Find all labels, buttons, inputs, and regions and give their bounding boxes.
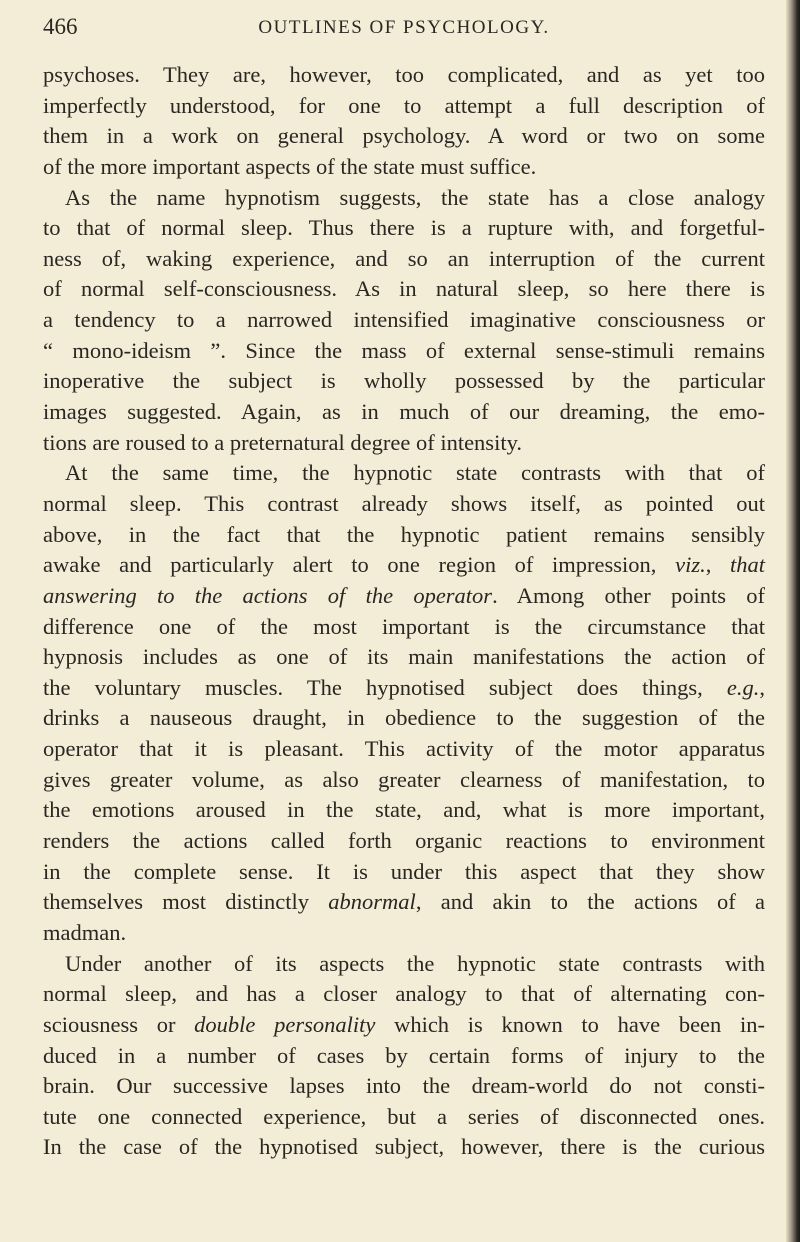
text-line [43, 826, 765, 857]
text-segment: duced in a number of cases by certain forms of injury to the [43, 1042, 765, 1068]
text-segment: of the more important aspects of the state must suffice. [43, 153, 537, 179]
italic-text: viz. [675, 552, 706, 578]
text-line [43, 60, 765, 91]
text-segment: sciousness or [43, 1011, 195, 1037]
text-line [43, 244, 765, 275]
text-line [43, 274, 765, 305]
text-segment: imperfectly understood, for one to attempt a full description of [43, 92, 765, 118]
text-segment: operator that it is pleasant. This activity of the motor apparatus [43, 736, 765, 762]
text-line [43, 612, 765, 643]
text-segment: psychoses. They are, however, too complicated, and as yet too [43, 62, 765, 87]
text-segment: inoperative the subject is wholly possessed by the particular [43, 368, 765, 394]
text-segment: , [705, 552, 730, 578]
page-header [43, 14, 765, 46]
text-line [43, 428, 765, 459]
text-line [43, 366, 765, 397]
text-segment: As the name hypnotism suggests, the state has a close analogy [65, 184, 765, 210]
text-segment: them in a work on general psychology. A word or two on some [43, 123, 765, 149]
text-line [43, 642, 765, 673]
text-segment: difference one of the most important is the circumstance that [43, 613, 765, 639]
text-segment: drinks a nauseous draught, in obedience to the suggestion of the [43, 705, 765, 731]
text-line [43, 213, 765, 244]
text-segment: madman. [43, 919, 127, 945]
text-segment: hypnosis includes as one of its main manifestations the action of [43, 644, 765, 670]
text-segment: . Among other points of [492, 582, 765, 608]
running-title: OUTLINES OF PSYCHOLOGY. [258, 17, 550, 38]
text-line [43, 121, 765, 152]
text-line [43, 703, 765, 734]
text-line [43, 1102, 765, 1133]
text-segment: of normal self-consciousness. As in natural sleep, so here there is [43, 276, 765, 302]
page-number: 466 [43, 14, 78, 39]
text-segment: above, in the fact that the hypnotic patient remains sensibly [43, 521, 765, 547]
text-line [43, 979, 765, 1010]
text-line [43, 795, 765, 826]
text-line [43, 581, 765, 612]
text-segment: themselves most distinctly [43, 889, 329, 915]
text-segment: awake and particularly alert to one region of impression, [43, 552, 676, 578]
text-line [43, 336, 765, 367]
text-line [43, 734, 765, 765]
text-segment: At the same time, the hypnotic state contrasts with that of [65, 460, 765, 486]
text-segment: , and akin to the actions of a [415, 889, 765, 915]
text-line [43, 1071, 765, 1102]
text-segment: images suggested. Again, as in much of our dreaming, the emo- [43, 399, 765, 425]
text-segment: normal sleep. This contrast already shows itself, as pointed out [43, 490, 765, 516]
italic-text: that [729, 552, 765, 578]
text-segment: , [759, 674, 765, 700]
page-edge-shadow [786, 0, 800, 1242]
text-line [43, 857, 765, 888]
text-line [43, 183, 765, 214]
text-segment: brain. Our successive lapses into the dream-world do not consti- [43, 1073, 765, 1099]
text-segment: ness of, waking experience, and so an interruption of the current [43, 245, 765, 271]
text-line [43, 1041, 765, 1072]
body-text [43, 60, 765, 1163]
text-segment: the voluntary muscles. The hypnotised subject does things, [43, 674, 727, 700]
text-line [43, 397, 765, 428]
text-segment: tute one connected experience, but a series of disconnected ones. [43, 1103, 765, 1129]
text-segment: in the complete sense. It is under this aspect that they show [43, 858, 765, 884]
text-line [43, 949, 765, 980]
italic-text: e.g. [726, 674, 760, 700]
text-segment: to that of normal sleep. Thus there is a rupture with, and forgetful- [43, 215, 765, 241]
text-line [43, 1132, 765, 1163]
text-line [43, 305, 765, 336]
italic-text: abnormal [328, 889, 416, 915]
text-segment: Under another of its aspects the hypnotic state contrasts with [65, 950, 765, 976]
text-line [43, 673, 765, 704]
text-line [43, 550, 765, 581]
italic-text: answering to the actions of the operator [43, 582, 493, 608]
text-line [43, 520, 765, 551]
text-line [43, 489, 765, 520]
text-segment: renders the actions called forth organic reactions to environment [43, 828, 765, 854]
text-line [43, 458, 765, 489]
text-line [43, 887, 765, 918]
text-segment: gives greater volume, as also greater clearness of manifestation, to [43, 766, 765, 792]
text-segment: the emotions aroused in the state, and, what is more important, [43, 797, 765, 823]
text-segment: “ mono-ideism ”. Since the mass of external sense-stimuli remains [43, 337, 765, 363]
text-line [43, 152, 765, 183]
text-segment: In the case of the hypnotised subject, however, there is the curious [43, 1134, 765, 1160]
text-segment: normal sleep, and has a closer analogy to that of alternating con- [43, 981, 765, 1007]
text-segment: a tendency to a narrowed intensified imaginative consciousness or [43, 307, 765, 333]
text-line [43, 765, 765, 796]
text-segment: which is known to have been in- [375, 1011, 765, 1037]
text-line [43, 91, 765, 122]
text-line [43, 918, 765, 949]
italic-text: double personality [194, 1011, 376, 1037]
text-line [43, 1010, 765, 1041]
text-segment: tions are roused to a preternatural degree of intensity. [43, 429, 522, 455]
